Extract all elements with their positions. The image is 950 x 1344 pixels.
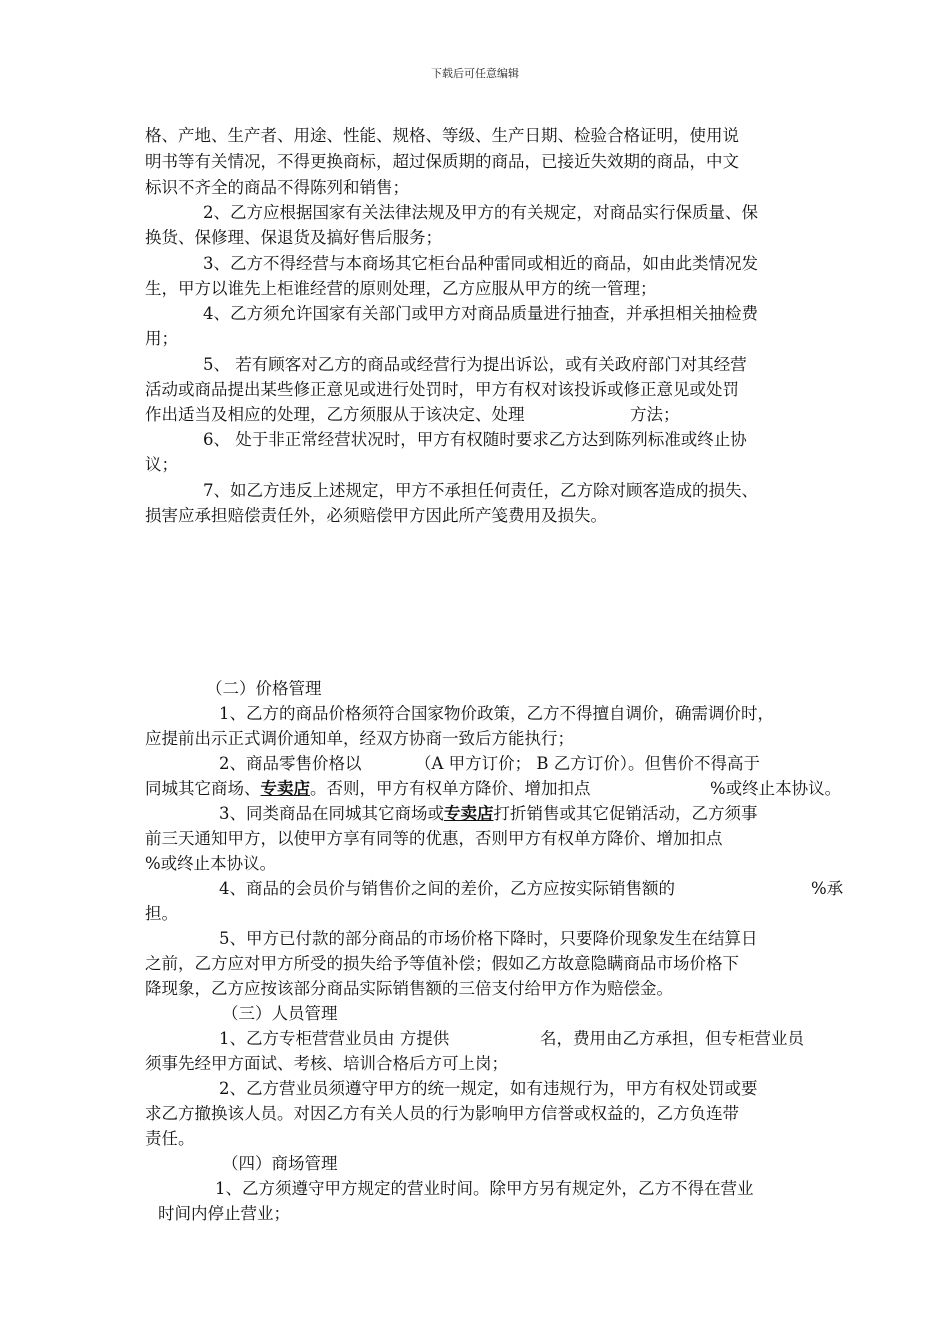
text-line: 标识不齐全的商品不得陈列和销售； xyxy=(145,178,409,197)
text-line: 7、如乙方违反上述规定，甲方不承担任何责任，乙方除对顾客造成的损失、 xyxy=(203,481,758,500)
text-line: 换货、保修理、保退货及搞好售后服务； xyxy=(145,228,442,247)
text-line: 用； xyxy=(145,329,178,348)
text-line: 须事先经甲方面试、考核、培训合格后方可上岗； xyxy=(145,1054,508,1073)
text-line: 2、乙方应根据国家有关法律法规及甲方的有关规定，对商品实行保质量、保 xyxy=(203,203,758,222)
text-line: 方法； xyxy=(630,405,680,424)
text-line: 1、乙方专柜营营业员由 方提供 xyxy=(219,1029,450,1048)
text-line: 时间内停止营业； xyxy=(158,1204,290,1223)
text-line: %或终止本协议。 xyxy=(710,779,842,798)
text-line: （A 甲方订价； B 乙方订价）。但售价不得高于 xyxy=(415,754,761,773)
text-line: 前三天通知甲方，以使甲方享有同等的优惠，否则甲方有权单方降价、增加扣点 xyxy=(145,829,723,848)
text-line: 2、商品零售价格以 xyxy=(219,754,362,773)
text-line: 降现象，乙方应按该部分商品实际销售额的三倍支付给甲方作为赔偿金。 xyxy=(145,979,673,998)
text-line: 责任。 xyxy=(145,1129,195,1148)
text-span: 3、同类商品在同城其它商场或 xyxy=(219,804,444,823)
text-line: 损害应承担赔偿责任外，必须赔偿甲方因此所产笺费用及损失。 xyxy=(145,506,607,525)
text-line: 活动或商品提出某些修正意见或进行处罚时，甲方有权对该投诉或修正意见或处罚 xyxy=(145,380,739,399)
text-line xyxy=(145,777,591,801)
underlined-term: 专卖店 xyxy=(260,779,310,798)
text-line: %或终止本协议。 xyxy=(145,854,277,873)
text-line: 求乙方撤换该人员。对因乙方有关人员的行为影响甲方信誉或权益的，乙方负连带 xyxy=(145,1104,739,1123)
text-line: 5、 若有顾客对乙方的商品或经营行为提出诉讼，或有关政府部门对其经营 xyxy=(203,355,747,374)
text-line: 4、乙方须允许国家有关部门或甲方对商品质量进行抽查，并承担相关抽检费 xyxy=(203,304,758,323)
text-line: 4、商品的会员价与销售价之间的差价，乙方应按实际销售额的 xyxy=(219,879,675,898)
text-line: 2、乙方营业员须遵守甲方的统一规定，如有违规行为，甲方有权处罚或要 xyxy=(219,1079,758,1098)
page-header: 下载后可任意编辑 xyxy=(431,67,519,80)
text-line: 应提前出示正式调价通知单，经双方协商一致后方能执行； xyxy=(145,729,574,748)
text-line: 1、乙方的商品价格须符合国家物价政策，乙方不得擅自调价，确需调价时， xyxy=(219,704,774,723)
text-line: %承 xyxy=(811,879,844,898)
text-span: 同城其它商场、 xyxy=(145,779,261,798)
underlined-term: 专卖店 xyxy=(444,804,494,823)
section-heading: （二）价格管理 xyxy=(206,679,322,698)
text-line: 格、产地、生产者、用途、性能、规格、等级、生产日期、检验合格证明，使用说 xyxy=(145,126,739,145)
text-line: 5、甲方已付款的部分商品的市场价格下降时，只要降价现象发生在结算日 xyxy=(219,929,758,948)
text-line: 作出适当及相应的处理，乙方须服从于该决定、处理 xyxy=(145,405,525,424)
text-span: 。否则，甲方有权单方降价、增加扣点 xyxy=(310,779,591,798)
text-line: 担。 xyxy=(145,904,178,923)
text-line: 6、 处于非正常经营状况时，甲方有权随时要求乙方达到陈列标准或终止协 xyxy=(203,430,747,449)
text-line: 3、乙方不得经营与本商场其它柜台品种雷同或相近的商品，如由此类情况发 xyxy=(203,254,758,273)
text-line: 1、乙方须遵守甲方规定的营业时间。除甲方另有规定外，乙方不得在营业 xyxy=(215,1179,754,1198)
section-heading: （三）人员管理 xyxy=(222,1004,338,1023)
text-line: 生，甲方以谁先上柜谁经营的原则处理，乙方应服从甲方的统一管理； xyxy=(145,279,657,298)
section-heading: （四）商场管理 xyxy=(222,1154,338,1173)
text-line: 之前，乙方应对甲方所受的损失给予等值补偿；假如乙方故意隐瞒商品市场价格下 xyxy=(145,954,739,973)
text-line xyxy=(219,802,758,826)
text-line: 议； xyxy=(145,455,178,474)
text-line: 名，费用由乙方承担，但专柜营业员 xyxy=(540,1029,804,1048)
text-line: 明书等有关情况，不得更换商标，超过保质期的商品，已接近失效期的商品，中文 xyxy=(145,152,739,171)
text-span: 打折销售或其它促销活动，乙方须事 xyxy=(493,804,758,823)
